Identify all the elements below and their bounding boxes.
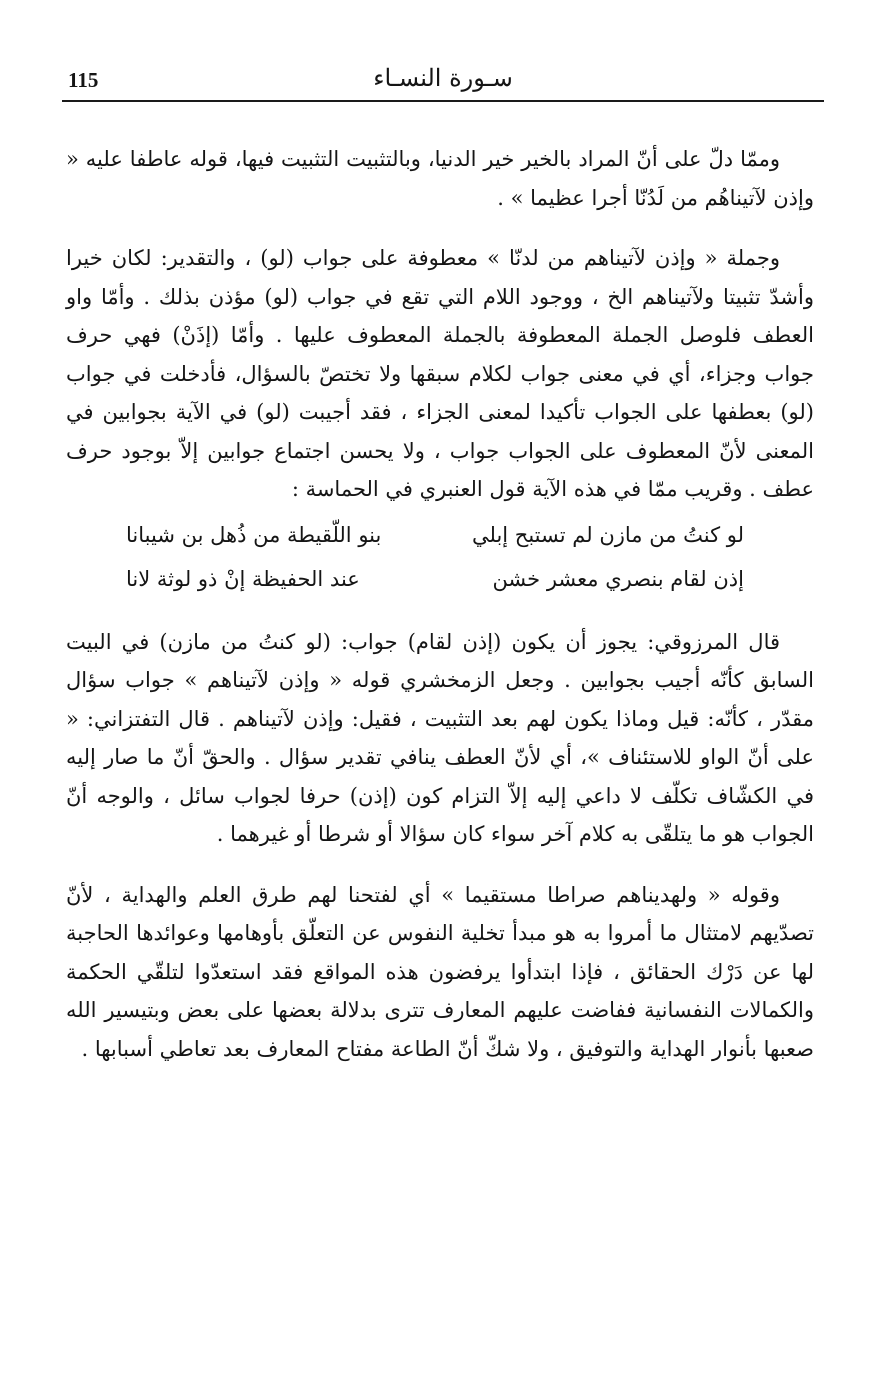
poem-verse	[126, 557, 744, 601]
verse-second-hemistich: عند الحفيظة إنْ ذو لوثة لانا	[126, 566, 360, 591]
verse-second-hemistich: بنو اللّقيطة من ذُهل بن شيبانا	[126, 522, 382, 547]
page-number: 115	[68, 68, 99, 92]
paragraph-3: قال المرزوقي: يجوز أن يكون (إذن لقام) جواب: (لو كنتُ من مازن) في البيت السابق كأنّه أجيب بجوابين . وجعل الزمخشري قوله « وإذن لآتيناهم » جواب سؤال مقدّر ، كأنّه: قيل وماذا يكون لهم بعد التثبيت ، فقيل: وإذن لآتيناهم . قال التفتزاني: « على أنّ الواو للاستئناف »، أي لأنّ العطف ينافي تقدير سؤال . والحقّ أنّ ما صار إليه في الكشّاف تكلّف لا داعي إليه إلاّ التزام كون (إذن) حرفا لجواب سائل ، والوجه أنّ الجواب هو ما يتلقّى به كلام آخر سواء كان سؤالا أو شرطا أو غيرهما .	[66, 629, 814, 846]
verse-first-hemistich: لو كنتُ من مازن لم تستبح إبلي	[471, 522, 744, 547]
paragraph-4: وقوله « ولهديناهم صراطا مستقيما » أي لفتحنا لهم طرق العلم والهداية ، لأنّ تصدّيهم لامتثال ما أمروا به هو مبدأ تخلية النفوس عن التعلّق بأوهامها وعوائدها الحاجبة لها عن دَرْك الحقائق ، فإذا ابتدأوا يرفضون هذه المواقع فقد استعدّوا لتلقّي الحكمة والكمالات النفسانية ففاضت عليهم المعارف تترى بدلالة بعضها على بعض وبتيسير الله صعبها بأنوار الهداية والتوفيق ، ولا شكّ أنّ الطاعة مفتاح المعارف بعد تعاطي أسبابها .	[66, 882, 815, 1061]
poem	[66, 513, 814, 601]
running-title: سـورة النسـاء	[373, 64, 513, 92]
paragraph-1: وممّا دلّ على أنّ المراد بالخير خير الدنيا، وبالتثبيت التثبيت فيها، قوله عاطفا عليه « وإذن لآتيناهُم من لَدُنّا أجرا عظيما » .	[66, 147, 814, 210]
page-header	[62, 60, 824, 102]
paragraph-2: وجملة « وإذن لآتيناهم من لدنّا » معطوفة على جواب (لو) ، والتقدير: لكان خيرا وأشدّ تثبيتا ولآتيناهم الخ ، ووجود اللام التي تقع في جواب (لو) مؤذن بذلك . وأمّا واو العطف فلوصل الجملة المعطوفة بالجملة المعطوف عليها . وأمّا (إذَنْ) فهي حرف جواب وجزاء، أي في معنى جواب لكلام سبقها ولا تختصّ بالسؤال، فأدخلت في جواب (لو) بعطفها على الجواب تأكيدا لمعنى الجزاء ، فقد أجيبت (لو) في الآية بجوابين في المعنى لأنّ المعطوف على الجواب جواب ، ولا يحسن اجتماع جوابين إلاّ بوجود حرف عطف . وقريب ممّا في هذه الآية قول العنبري في الحماسة :	[66, 246, 814, 501]
poem-verse	[126, 513, 744, 557]
verse-first-hemistich: إذن لقام بنصري معشر خشن	[492, 566, 744, 591]
page-body	[66, 140, 814, 1068]
